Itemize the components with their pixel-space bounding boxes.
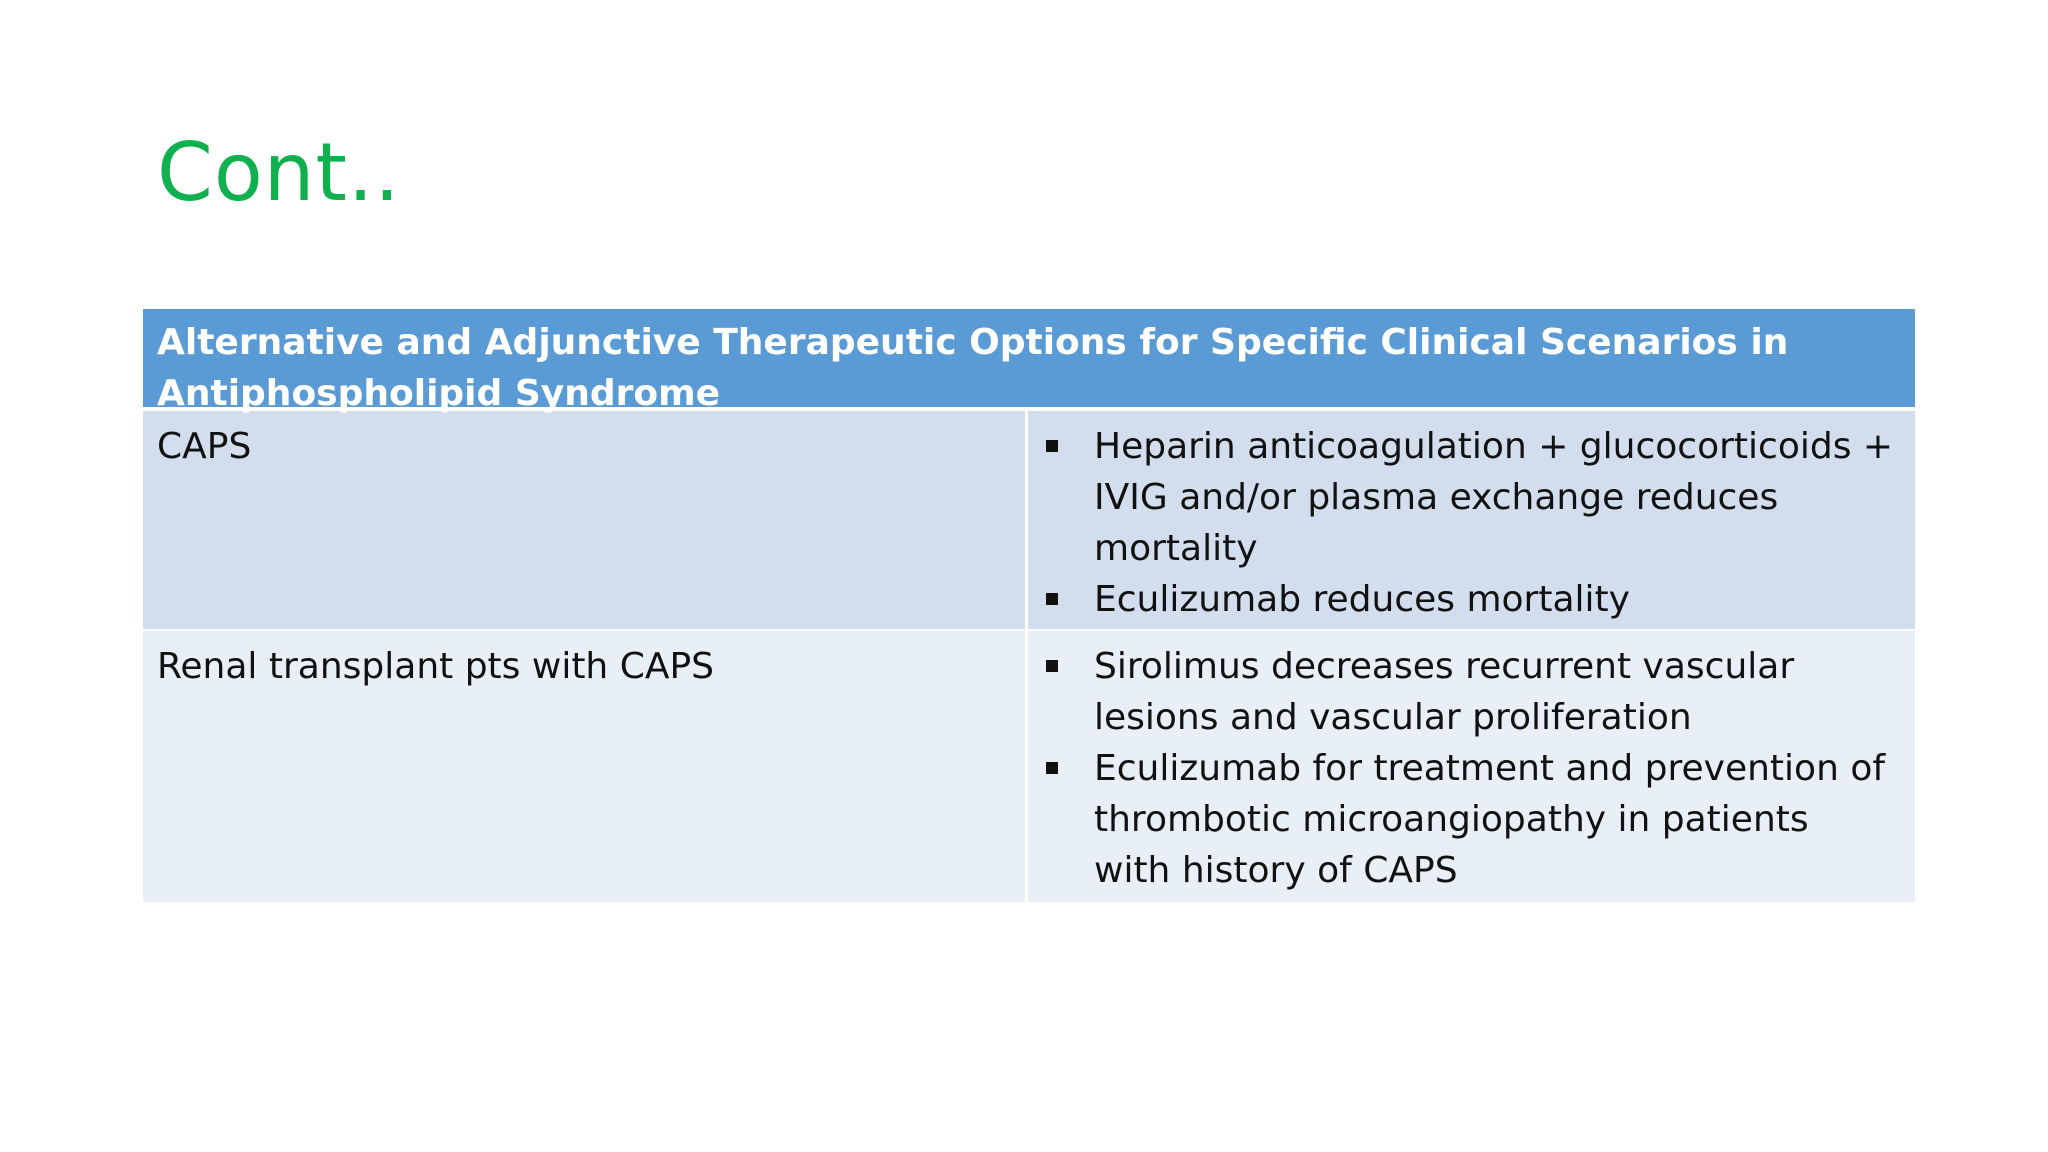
scenario-cell: CAPS bbox=[143, 411, 1028, 629]
options-list bbox=[1046, 641, 1895, 896]
therapy-table bbox=[143, 309, 1915, 902]
option-text: Heparin anticoagulation + glucocorticoids + IVIG and/or plasma exchange reduces mortality bbox=[1094, 426, 1894, 569]
option-text: Eculizumab reduces mortality bbox=[1094, 579, 1630, 620]
square-bullet-icon bbox=[1046, 593, 1058, 605]
table-row bbox=[143, 631, 1915, 902]
square-bullet-icon bbox=[1046, 660, 1058, 672]
option-text: Sirolimus decreases recurrent vascular lesions and vascular proliferation bbox=[1094, 646, 1795, 738]
square-bullet-icon bbox=[1046, 762, 1058, 774]
option-text: Eculizumab for treatment and prevention of thrombotic microangiopathy in patients with history of CAPS bbox=[1094, 748, 1886, 891]
options-cell bbox=[1028, 411, 1915, 629]
list-item bbox=[1046, 743, 1895, 896]
list-item bbox=[1046, 641, 1895, 743]
table-row bbox=[143, 411, 1915, 631]
options-cell bbox=[1028, 631, 1915, 902]
scenario-cell: Renal transplant pts with CAPS bbox=[143, 631, 1028, 902]
list-item bbox=[1046, 574, 1895, 625]
options-list bbox=[1046, 421, 1895, 625]
slide-title: Cont.. bbox=[157, 126, 401, 219]
list-item bbox=[1046, 421, 1895, 574]
table-header: Alternative and Adjunctive Therapeutic Options for Specific Clinical Scenarios in Antiphospholipid Syndrome bbox=[143, 309, 1915, 411]
square-bullet-icon bbox=[1046, 440, 1058, 452]
